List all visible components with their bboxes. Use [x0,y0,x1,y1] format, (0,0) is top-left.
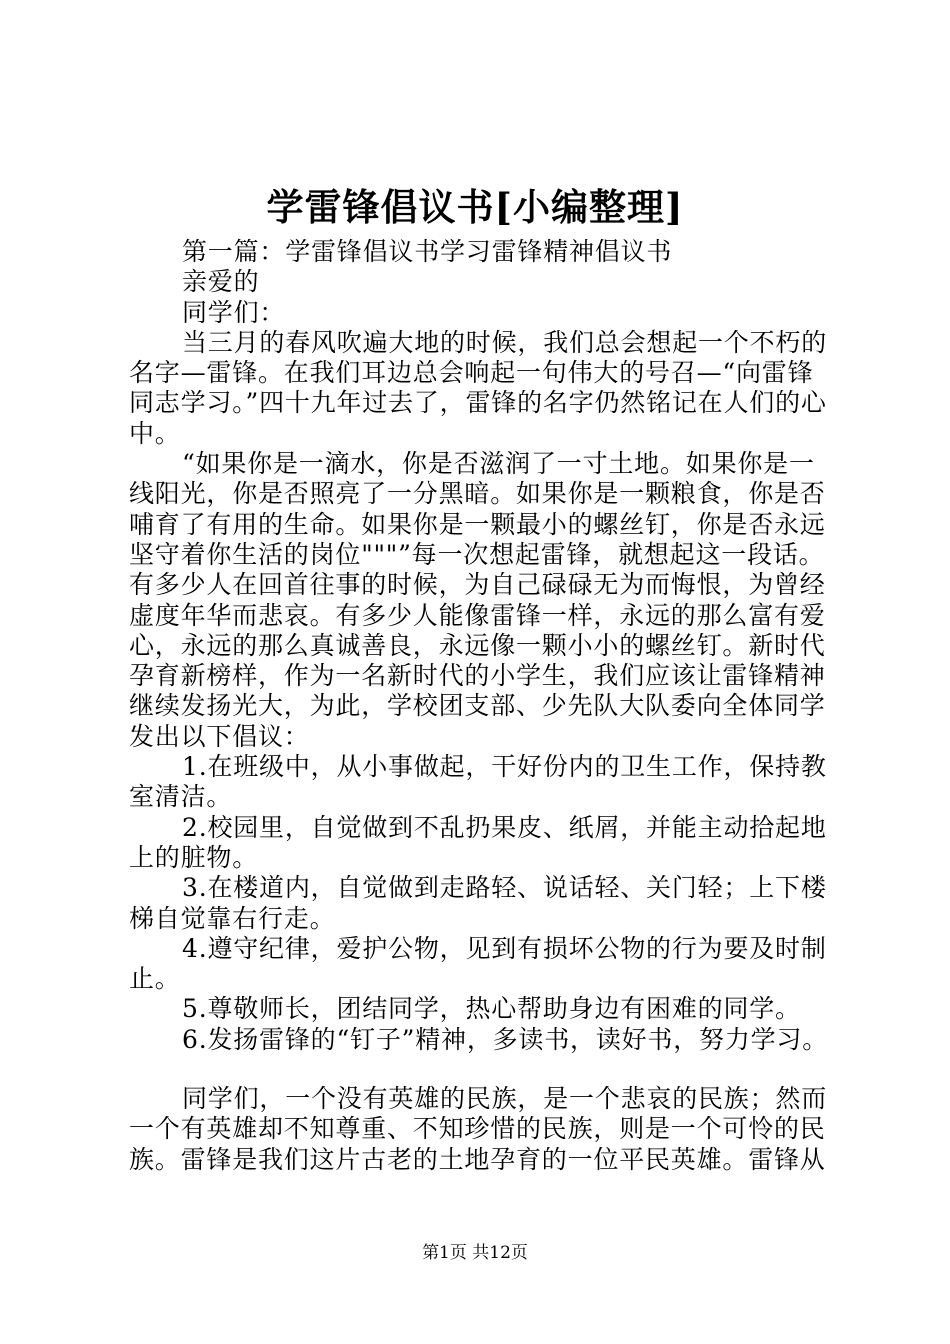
proposal-item: 5.尊敬师长，团结同学，热心帮助身边有困难的同学。 [182,994,801,1024]
proposal-item: 2.校园里，自觉做到不乱扔果皮、纸屑，并能主动拾起地上的脏物。 [129,812,827,872]
subheading: 第一篇：学雷锋倡议书学习雷锋精神倡议书 [182,237,673,266]
body-paragraph: 当三月的春风吹遍大地的时候，我们总会想起一个不朽的名字—雷锋。在我们耳边总会响起一句伟大的号召—“向雷锋同志学习。”四十九年过去了，雷锋的名字仍然铭记在人们的心中。 [129,327,828,448]
body-paragraph: “如果你是一滴水，你是否滋润了一寸土地。如果你是一线阳光，你是否照亮了一分黑暗。如果你是一颗粮食，你是否哺育了有用的生命。如果你是一颗最小的螺丝钉，你是否永远坚守着你生活的岗位"""”每一次想起雷锋，就想起这一段话。有多少人在回首往事的时候，为自己碌碌无为而悔恨，为曾经虚度年华而悲哀。有多少人能像雷锋一样，永远的那么富有爱心，永远的那么真诚善良，永远像一颗小小的螺丝钉。新时代孕育新榜样，作为一名新时代的小学生，我们应该让雷锋精神继续发扬光大，为此，学校团支部、少先队大队委向全体同学发出以下倡议： [129,449,826,751]
document-title: 学雷锋倡议书[小编整理] [266,185,684,229]
closing-paragraph: 同学们，一个没有英雄的民族，是一个悲哀的民族；然而一个有英雄却不知尊重、不知珍惜的民族，则是一个可怜的民族。雷锋是我们这片古老的土地孕育的一位平民英雄。雷锋从 [129,1084,828,1174]
greeting-line-2: 同学们： [182,297,286,327]
page-number: 第1页 共12页 [422,1243,528,1263]
document-body [129,237,829,1175]
proposal-item: 3.在楼道内，自觉做到走路轻、说话轻、关门轻；上下楼梯自觉靠右行走。 [129,873,827,933]
proposal-item: 1.在班级中，从小事做起，干好份内的卫生工作，保持教室清洁。 [129,752,827,812]
greeting-line-1: 亲爱的 [182,267,260,297]
paragraph-spacer [129,1055,829,1084]
proposal-item: 4.遵守纪律，爱护公物，见到有损坏公物的行为要及时制止。 [129,933,827,994]
proposal-item: 6.发扬雷锋的“钉子”精神，多读书，读好书，努力学习。 [182,1024,829,1054]
